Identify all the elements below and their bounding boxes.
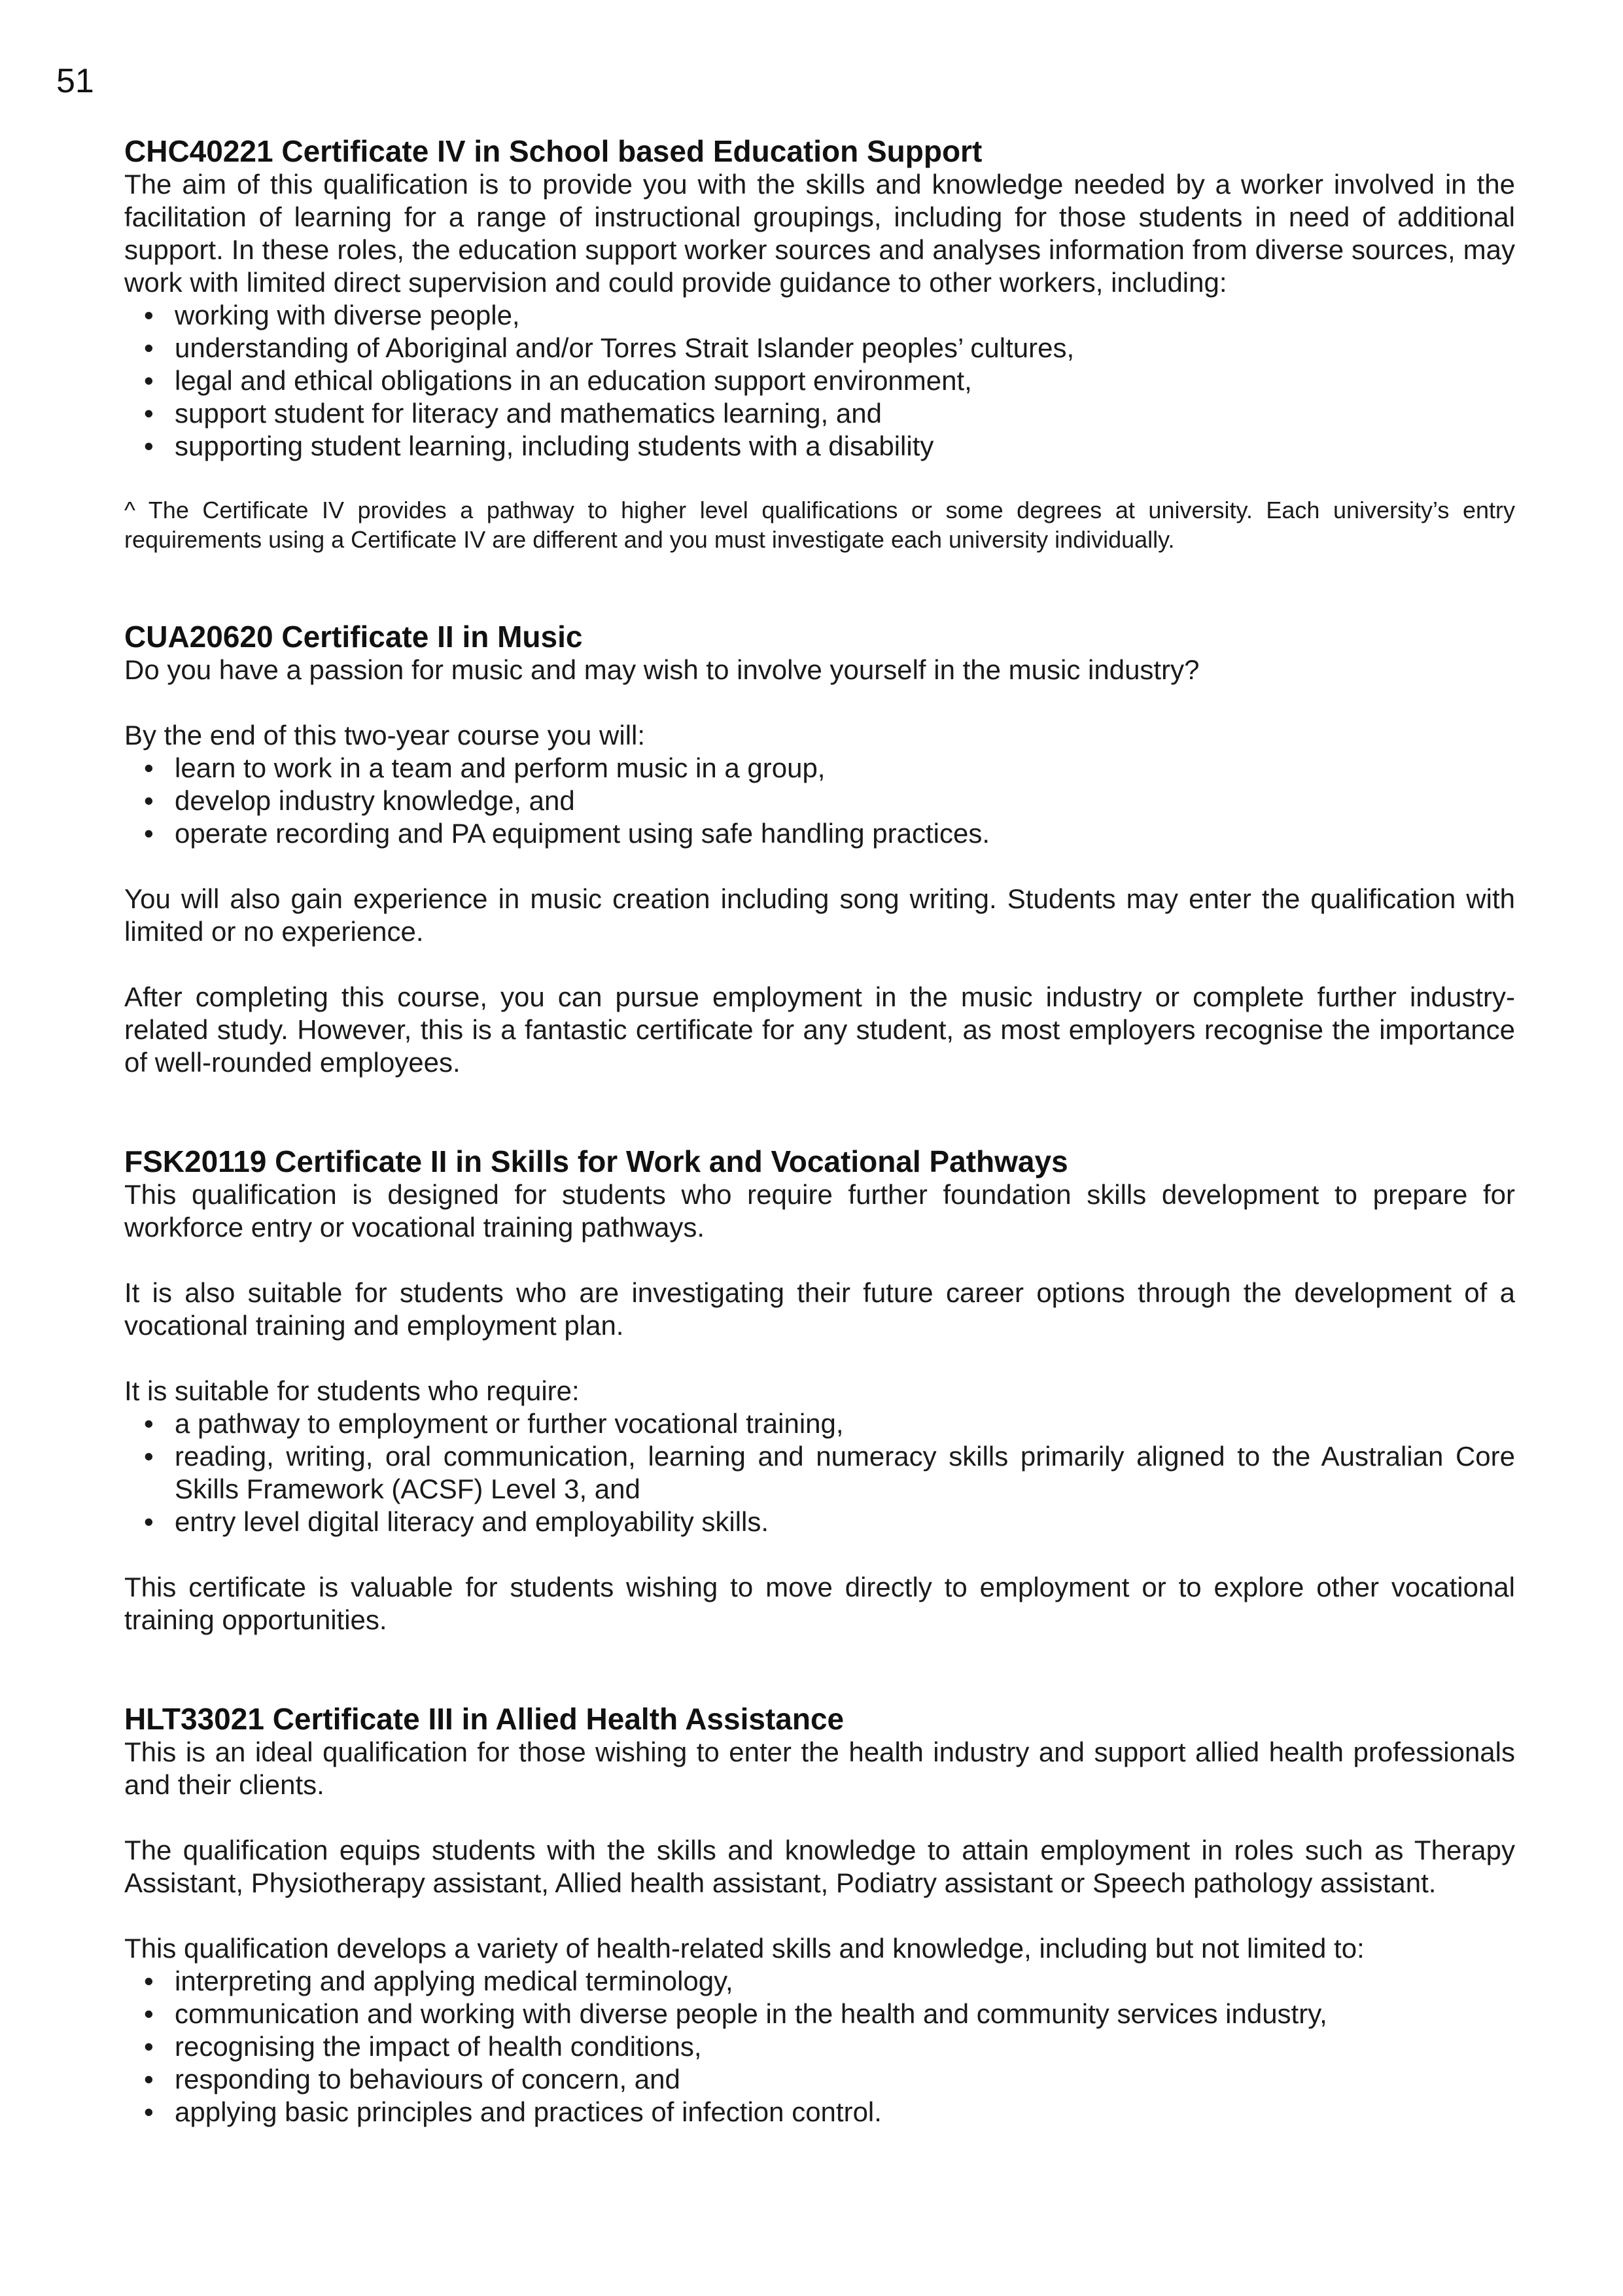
paragraph: This is an ideal qualification for those wishing to enter the health industry and support allied health professionals and their clients. xyxy=(124,1737,1515,1800)
section-heading: HLT33021 Certificate III in Allied Health Assistance xyxy=(124,1702,845,1736)
paragraph: This certificate is valuable for students wishing to move directly to employment or to explore other vocational training opportunities. xyxy=(124,1572,1515,1635)
section-chc40221 xyxy=(124,134,1515,554)
list-item: • working with diverse people, xyxy=(175,299,1515,332)
list-item: • recognising the impact of health conditions, xyxy=(175,2030,1515,2063)
list-item: • supporting student learning, including students with a disability xyxy=(175,430,1515,463)
section-heading: CUA20620 Certificate II in Music xyxy=(124,620,583,654)
paragraph: This qualification is designed for students who require further foundation skills development to prepare for workforce entry or vocational training pathways. xyxy=(124,1179,1515,1243)
list-lead: By the end of this two-year course you will: xyxy=(124,720,646,751)
list-item: • applying basic principles and practices of infection control. xyxy=(175,2096,1515,2128)
paragraph: It is also suitable for students who are investigating their future career options through the development of a vocational training and employment plan. xyxy=(124,1277,1515,1341)
paragraph: Do you have a passion for music and may wish to involve yourself in the music industry? xyxy=(124,654,1200,685)
bullet-list xyxy=(124,1407,1515,1538)
list-lead: This qualification develops a variety of health-related skills and knowledge, including but not limited to: xyxy=(124,1933,1365,1964)
section-intro: The aim of this qualification is to provide you with the skills and knowledge needed by a worker involved in the facilitation of learning for a range of instructional groupings, including for those students in need of additional support. In these roles, the education support worker sources and analyses information from diverse sources, may work with limited direct supervision and could provide guidance to other workers, including: xyxy=(124,169,1515,298)
section-heading: FSK20119 Certificate II in Skills for Work and Vocational Pathways xyxy=(124,1144,1068,1178)
list-item: • learn to work in a team and perform music in a group, xyxy=(175,752,1515,785)
list-item: • communication and working with diverse people in the health and community services industry, xyxy=(175,1998,1515,2030)
page-content xyxy=(124,134,1515,2128)
page-number: 51 xyxy=(56,62,94,100)
bullet-list xyxy=(124,1965,1515,2128)
section-heading: CHC40221 Certificate IV in School based Education Support xyxy=(124,134,983,168)
list-lead: It is suitable for students who require: xyxy=(124,1375,580,1406)
section-fsk20119 xyxy=(124,1144,1515,1636)
footnote: ^ The Certificate IV provides a pathway to higher level qualifications or some degrees at university. Each university’s entry requirements using a Certificate IV are different and you must investigate each university individually. xyxy=(124,497,1515,553)
list-item: • operate recording and PA equipment using safe handling practices. xyxy=(175,817,1515,850)
paragraph: You will also gain experience in music creation including song writing. Students may enter the qualification with limited or no experience. xyxy=(124,883,1515,947)
paragraph: After completing this course, you can pursue employment in the music industry or complete further industry-related study. However, this is a fantastic certificate for any student, as most employers recognise the importance of well-rounded employees. xyxy=(124,981,1515,1078)
list-item: • responding to behaviours of concern, and xyxy=(175,2063,1515,2096)
bullet-list xyxy=(124,752,1515,850)
list-item: • understanding of Aboriginal and/or Torres Strait Islander peoples’ cultures, xyxy=(175,332,1515,364)
list-item: • reading, writing, oral communication, learning and numeracy skills primarily aligned to the Australian Core Skills Framework (ACSF) Level 3, and xyxy=(175,1440,1515,1506)
paragraph: The qualification equips students with the skills and knowledge to attain employment in roles such as Therapy Assistant, Physiotherapy assistant, Allied health assistant, Podiatry assistant or Speech pathology assistant. xyxy=(124,1835,1515,1898)
list-item: • develop industry knowledge, and xyxy=(175,785,1515,817)
list-item: • a pathway to employment or further vocational training, xyxy=(175,1407,1515,1440)
section-cua20620 xyxy=(124,620,1515,1079)
list-item: • legal and ethical obligations in an education support environment, xyxy=(175,364,1515,397)
bullet-list xyxy=(124,299,1515,463)
list-item: • entry level digital literacy and employability skills. xyxy=(175,1506,1515,1538)
section-hlt33021 xyxy=(124,1702,1515,2128)
list-item: • support student for literacy and mathematics learning, and xyxy=(175,397,1515,430)
list-item: • interpreting and applying medical terminology, xyxy=(175,1965,1515,1998)
